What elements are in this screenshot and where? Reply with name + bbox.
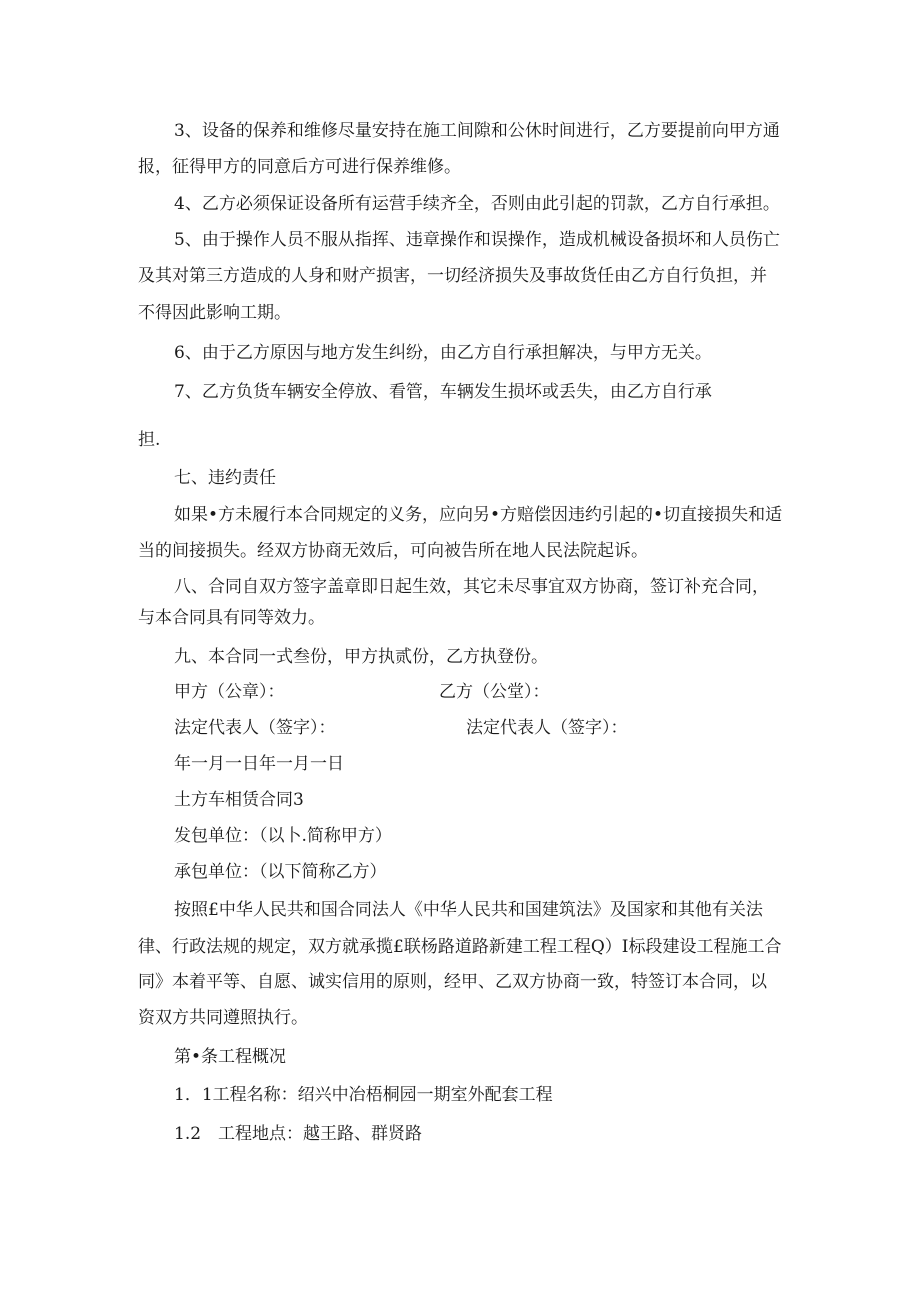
paragraph-5-line-3: 不得因此影响工期。 bbox=[138, 303, 291, 323]
section-8-line-1: 八、合同自双方签字盖章即日起生效，其它未尽事宜双方协商，签订补充合同， bbox=[174, 577, 769, 597]
paragraph-7-line-2: 担. bbox=[138, 430, 161, 450]
section-7-line-1: 如果•方未履行本合同规定的义务，应向另•方赔偿因违约引起的•切直接损失和适 bbox=[174, 505, 783, 525]
issuing-unit: 发包单位：（以卜.简称甲方） bbox=[174, 826, 392, 846]
section-8-line-2: 与本合同具有同等效力。 bbox=[138, 608, 325, 628]
section-9: 九、本合同一式叁份，甲方执贰份，乙方执登份。 bbox=[174, 647, 548, 667]
intro-line-4: 资双方共同遵照执行。 bbox=[138, 1008, 308, 1028]
contract-3-title: 土方车相赁合同3 bbox=[174, 790, 304, 810]
paragraph-6: 6、由于乙方原因与地方发生纠纷，由乙方自行承担解决，与甲方无关。 bbox=[174, 343, 712, 363]
paragraph-5-line-2: 及其对第三方造成的人身和财产损害，一切经济损失及事故货任由乙方自行负担，并 bbox=[138, 266, 767, 286]
paragraph-5-line-1: 5、由于操作人员不服从指挥、违章操作和误操作，造成机械设备损坏和人员伤亡 bbox=[174, 230, 780, 250]
section-7-title: 七、违约责任 bbox=[174, 468, 276, 488]
section-7-line-2: 当的间接损失。经双方协商无效后，可向被告所在地人民法院起诉。 bbox=[138, 541, 648, 561]
paragraph-3-line-2: 报，征得甲方的同意后方可进行保养维修。 bbox=[138, 157, 461, 177]
paragraph-4: 4、乙方必须保证设备所有运营手续齐全，否则由此引起的罚款，乙方自行承担。 bbox=[174, 194, 780, 214]
paragraph-7-line-1: 7、乙方负货车辆安全停放、看管，车辆发生损坏或丢失，由乙方自行承 bbox=[174, 382, 712, 402]
intro-line-2: 律、行政法规的规定，双方就承揽£联杨路道路新建工程工程Q）I标段建设工程施工合 bbox=[138, 937, 782, 957]
party-b-seal: 乙方（公堂）： bbox=[439, 682, 550, 702]
date-line: 年一月一日年一月一日 bbox=[174, 754, 344, 774]
intro-line-1: 按照£中华人民共和国合同法人《中华人民共和国建筑法》及国家和其他有关法 bbox=[174, 900, 763, 920]
party-a-representative: 法定代表人（签字）： bbox=[174, 718, 336, 738]
item-1-2: 1.2 工程地点：越王路、群贤路 bbox=[174, 1124, 423, 1144]
party-a-seal: 甲方（公章）： bbox=[174, 682, 285, 702]
article-1-title: 第•条工程概况 bbox=[174, 1047, 287, 1067]
paragraph-3-line-1: 3、设备的保养和维修尽量安持在施工间隙和公休时间进行，乙方要提前向甲方通 bbox=[174, 121, 780, 141]
item-1-1: 1．1工程名称：绍兴中冶梧桐园一期室外配套工程 bbox=[174, 1085, 553, 1105]
intro-line-3: 同》本着平等、自愿、诚实信用的原则，经甲、乙双方协商一致，特签订本合同，以 bbox=[138, 972, 767, 992]
contracting-unit: 承包单位：（以下简称乙方） bbox=[174, 862, 387, 882]
party-b-representative: 法定代表人（签字）： bbox=[466, 718, 628, 738]
